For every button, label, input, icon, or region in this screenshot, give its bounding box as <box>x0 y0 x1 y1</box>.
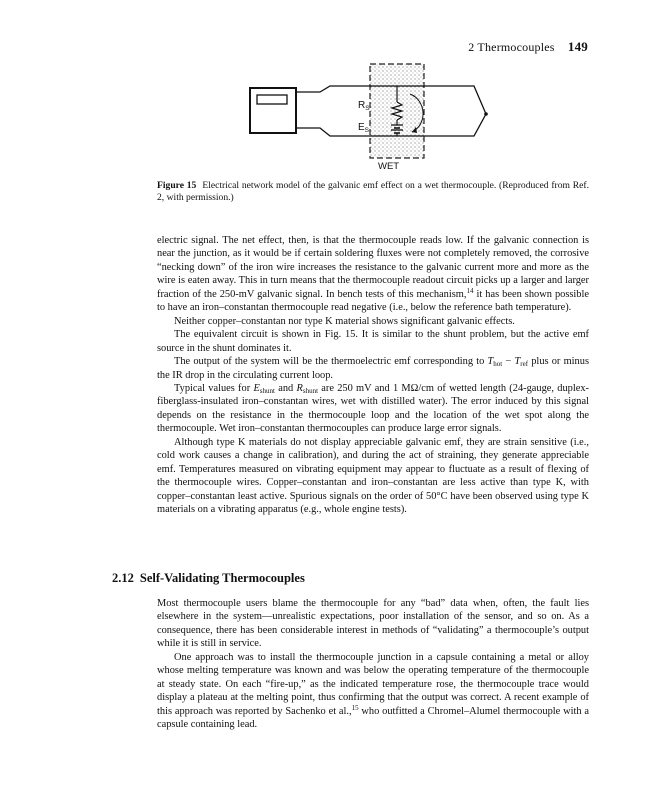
paragraph: electric signal. The net effect, then, is that the thermocouple reads low. If the galvanic connection is near the junction, as it would be if certain soldering fluxes were not completely removed, the corrosive “necking down” of the iron wire increases the resistance to the galvanic current more and more as the wire is eaten away. This in turn means that the thermocouple readout circuit picks up a larger and larger fraction of the 250-mV galvanic signal. In bench tests of this mechanism,$^{14}$ it has been shown possible to have an iron–constantan thermocouple read negative (i.e., below the reference bath temperature). <box>157 235 589 314</box>
paragraph: One approach was to install the thermocouple junction in a capsule containing a metal or alloy whose melting temperature was known and was below the operating temperature of the thermocouple at steady state. On each “fire-up,” as the indicated temperature rose, the thermocouple trace would display a plateau at the melting point, thus confirming that the output was correct. A recent example of this approach was reported by Sachenko et al.,$^{15}$ who outfitted a Chromel–Alumel thermocouple with a capsule containing lead. <box>157 651 589 731</box>
body-text-lower <box>157 597 589 732</box>
wet-region <box>370 64 424 158</box>
citation-ref: 15 <box>351 703 359 712</box>
meter-icon <box>250 88 296 133</box>
paragraph: The equivalent circuit is shown in Fig. 15. It is similar to the shunt problem, but the active emf source in the shunt dominates it. <box>157 329 589 354</box>
paragraph: Although type K materials do not display appreciable galvanic emf, they are strain sensitive (i.e., cold work causes a change in calibration), and during the act of straining, they generate appreciable emf. Temperatures measured on vibrating equipment may appear to fluctuate as a result of flexing of the thermocouple wires. Copper–constantan and iron–constantan are less active than type K, with copper–constantan least active. Spurious signals on the order of 50°C have been observed using type K materials on a vibrating apparatus (e.g., whole engine tests). <box>157 436 589 516</box>
paragraph: Typical values for $E_{shunt}$ and $R_{shunt}$ are 250 mV and 1 MΩ/cm of wetted length (24-gauge, duplex-fiberglass-insulated iron–constantan wires, wet with distilled water). The error induced by this signal depends on the resistance in the thermocouple loop and the location of the wet spot along the thermocouple. Wet iron–constantan thermocouples can produce large error signals. <box>157 382 589 435</box>
wet-label: WET <box>378 161 400 172</box>
circuit-diagram <box>230 58 500 176</box>
section-title: Self-Validating Thermocouples <box>139 571 305 585</box>
rs-label: $R_S$ <box>358 100 370 112</box>
figure-caption <box>157 180 589 204</box>
section-number: 2.12 <box>112 571 134 585</box>
paragraph: Neither copper–constantan nor type K material shows significant galvanic effects. <box>174 315 515 327</box>
page-number: 149 <box>567 39 588 54</box>
caption-label: Figure 15 <box>157 180 197 191</box>
running-header <box>0 39 588 55</box>
es-label: $E_S$ <box>358 122 370 134</box>
section-heading <box>112 571 305 586</box>
body-text-upper <box>157 234 589 517</box>
paragraph: Most thermocouple users blame the thermocouple for any “bad” data when, often, the fault lies elsewhere in the system—unrealistic expectations, poor installation of the sensor, and so on. As a consequence, there has been considerable interest in methods of “validating” a thermocouple’s output while it is still in service. <box>157 598 589 650</box>
paragraph: The output of the system will be the thermoelectric emf corresponding to $T_{hot} - T_{ref}$ plus or minus the IR drop in the circulating current loop. <box>157 356 589 381</box>
citation-ref: 14 <box>466 286 474 295</box>
caption-text: Electrical network model of the galvanic emf effect on a wet thermocouple. (Reproduced from Ref. 2, with permission.) <box>157 180 589 203</box>
chapter-title: 2 Thermocouples <box>468 40 555 54</box>
junction-icon <box>484 112 488 116</box>
